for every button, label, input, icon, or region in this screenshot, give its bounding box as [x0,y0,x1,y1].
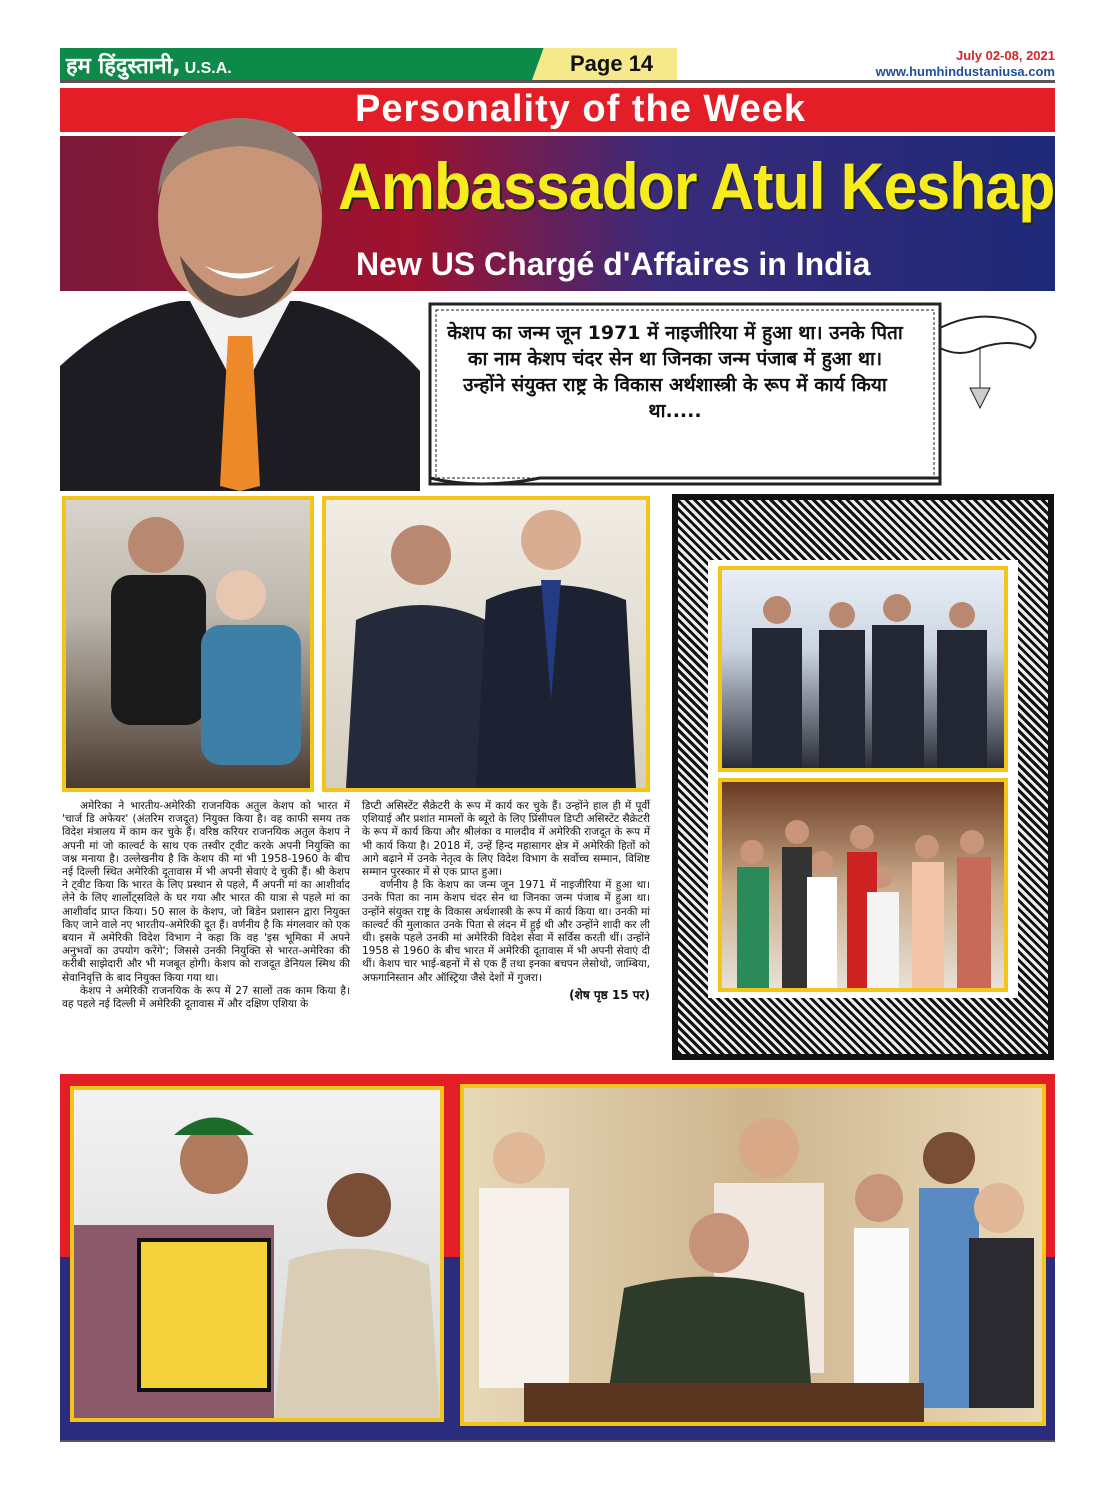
article-paragraph: वर्णनीय है कि केशप का जन्म जून 1971 में नाइजीरिया में हुआ था। उनके पिता का नाम केशप चंदर सेन था जिनका जन्म पंजाब में हुआ था। उन्होंने संयुक्त राष्ट्र के विकास अर्थशास्त्री के रूप में कार्य किया था। उनकी मां काल्वर्ट की मुलाकात उनके पिता से लंदन में हुई थी और उन्होंने शादी कर ली थी। इसके पहले उनकी मां अमेरिकी विदेश सेवा में सर्विस करती थीं। उन्होंने 1958 से 1960 के बीच भारत में अमेरिकी दूतावास में भी अपनी सेवाएं दी थीं। केशप चार भाई-बहनों में से एक हैं तथा इनका बचपन लेसोथो, जाम्बिया, अफगानिस्तान और ऑस्ट्रिया जैसे देशों में गुजरा। [362,879,650,984]
website-link[interactable]: www.humhindustaniusa.com [875,64,1055,79]
section-title: Personality of the Week [355,88,806,130]
subheadline: New US Chargé d'Affaires in India [356,246,871,282]
article-paragraph: केशप ने अमेरिकी राजनयिक के रूप में 27 सालों तक काम किया है। वह पहले नई दिल्ली में अमेरिकी दूतावास में और दक्षिण एशिया के [62,984,350,1011]
article-column-2 [362,800,650,1002]
continued-note: (शेष पृष्ठ 15 पर) [569,987,650,1002]
photo-family-group [718,778,1008,992]
callout-text: केशप का जन्म जून 1971 में नाइजीरिया में हुआ था। उनके पिता का नाम केशप चंदर सेन था जिनका जन्म पंजाब में हुआ था। उन्होंने संयुक्त राष्ट्र के विकास अर्थशास्त्री के रूप में कार्य किया था..... [447,322,903,422]
headline: Ambassador Atul Keshap [338,149,1055,223]
photo-with-blinken [322,496,650,792]
page-number: Page 14 [570,51,654,76]
masthead [66,50,232,80]
photo-signing-ceremony [460,1084,1046,1426]
masthead-title: हम हिंदुस्तानी, [66,54,181,79]
footer-divider [60,1440,1055,1442]
masthead-suffix: U.S.A. [184,60,232,77]
article-column-1 [62,800,350,1011]
issue-date: July 02-08, 2021 [955,48,1055,63]
photo-ceylon-event [718,566,1008,772]
photo-with-artist [70,1086,444,1422]
header-divider [60,80,1055,83]
photo-with-mother [62,496,314,792]
article-paragraph: अमेरिका ने भारतीय-अमेरिकी राजनयिक अतुल केशप को भारत में 'चार्ज डि अफेयर' (अंतरिम राजदूत) नियुक्त किया है। वह काफी समय तक विदेश मंत्रालय में काम कर चुके हैं। वरिष्ठ करियर राजनयिक अतुल केशप ने अपनी मां जो काल्वर्ट के साथ एक तस्वीर ट्वीट करके अपनी नियुक्ति का जश्न मनाया है। उल्लेखनीय है कि केशप की मां भी 1958-1960 के बीच नई दिल्ली स्थित अमेरिकी दूतावास में भी अपनी सेवाएं दे चुकी हैं। श्री केशप ने ट्वीट किया कि भारत के लिए प्रस्थान से पहले, मैं अपनी मां का आशीर्वाद लेने के लिए शार्लोट्सविले के घर गया और भारत की यात्रा से पहले मां का आशीर्वाद प्राप्त किया। 50 साल के केशप, जो बिडेन प्रशासन द्वारा नियुक्त किए जाने वाले नए भारतीय-अमेरिकी दूत हैं। वर्णनीय है कि मंगलवार को एक बयान में अमेरिकी विदेश विभाग ने कहा कि वह 'इस भूमिका में अपने अनुभवों का उपयोग करेंगे'; जिससे उनकी नियुक्ति से भारत-अमेरिका की करीबी साझेदारी और भी मजबूत होगी। केशप को राजदूत डेनियल स्मिथ की सेवानिवृत्ति के बाद नियुक्त किया गया था। [62,800,350,984]
portrait-photo [60,96,420,491]
article-paragraph: डिप्टी असिस्टेंट सैक्रेटरी के रूप में कार्य कर चुके हैं। उन्होंने हाल ही में पूर्वी एशियाई और प्रशांत मामलों के ब्यूरो के लिए प्रिंसीपल डिप्टी असिस्टेंट सैक्रेटरी के रूप में कार्य किया और श्रीलंका व मालदीव में अमेरिकी राजदूत के रूप में भी कार्य किया है। 2018 में, उन्हें हिन्द महासागर क्षेत्र में अमेरिकी हितों को आगे बढ़ाने में उनके नेतृत्व के लिए विदेश विभाग के सर्वोच्च सम्मान, विशिष्ट सम्मान पुरस्कार में से एक प्राप्त हुआ। [362,800,650,879]
